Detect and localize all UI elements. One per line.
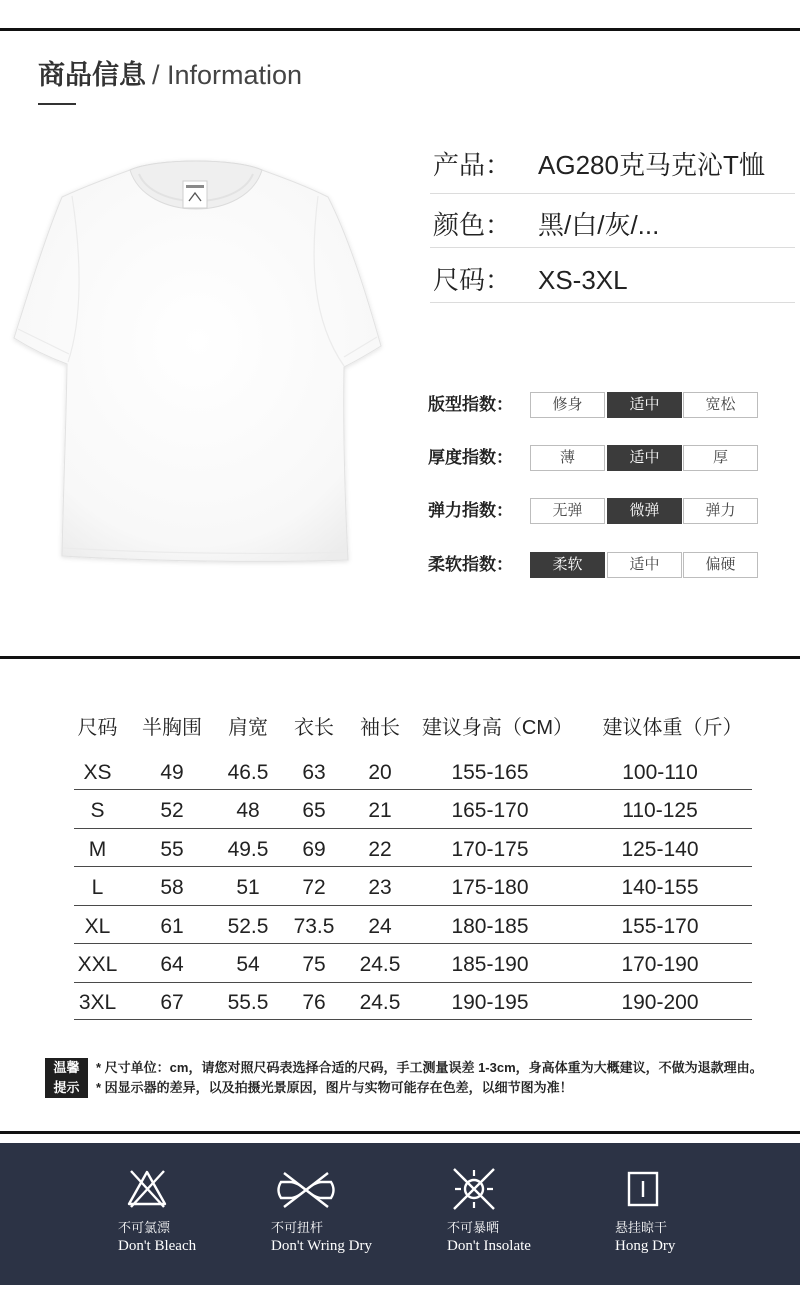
header-weight: 建议体重（斤） (602, 717, 743, 739)
cell-chest: 52 (160, 799, 184, 822)
row-divider (74, 1019, 752, 1020)
table-row (0, 835, 800, 865)
header-length: 衣长 (294, 717, 334, 739)
cell-sleeve: 22 (368, 838, 392, 861)
stretch-option-none: 无弹 (530, 498, 605, 524)
cell-shoulder: 54 (236, 953, 260, 976)
cell-height: 180-185 (451, 915, 529, 938)
softness-option-medium: 适中 (607, 552, 682, 578)
header-height: 建议身高（CM） (421, 717, 574, 739)
cell-weight: 190-200 (621, 991, 699, 1014)
row-divider (74, 943, 752, 944)
cell-sleeve: 24.5 (359, 953, 401, 976)
cell-height: 155-165 (451, 761, 529, 784)
row-divider (74, 982, 752, 983)
cell-weight: 110-125 (622, 799, 698, 822)
cell-size: L (91, 876, 104, 899)
row-divider (74, 866, 752, 867)
cell-shoulder: 46.5 (227, 761, 269, 784)
care-label-en: Hong Dry (615, 1238, 676, 1254)
tips-badge-line: 温馨 (53, 1060, 80, 1075)
table-row (0, 912, 800, 942)
cell-chest: 67 (160, 991, 184, 1014)
section-title-cn: 商品信息 (38, 60, 146, 90)
cell-sleeve: 21 (368, 799, 392, 822)
care-instructions-band (0, 1143, 800, 1285)
section-rule (0, 656, 800, 659)
care-label-en: Don't Bleach (118, 1238, 197, 1254)
cell-size: M (88, 838, 107, 861)
header-shoulder: 肩宽 (228, 717, 268, 739)
stretch-option-slight: 微弹 (607, 498, 682, 524)
cell-sleeve: 20 (368, 761, 392, 784)
cell-sleeve: 24 (368, 915, 392, 938)
table-row (0, 873, 800, 903)
section-title (38, 57, 302, 93)
cell-length: 73.5 (293, 915, 335, 938)
cell-sleeve: 23 (368, 876, 392, 899)
cell-sleeve: 24.5 (359, 991, 401, 1014)
product-row-divider (430, 302, 795, 303)
product-row-divider (430, 193, 795, 194)
header-half-chest: 半胸围 (142, 717, 202, 739)
care-label-cn: 不可暴晒 (447, 1220, 500, 1235)
fit-index-label: 版型指数： (428, 395, 513, 414)
title-underline (38, 103, 76, 105)
no-sun-icon (448, 1164, 500, 1214)
row-divider (74, 828, 752, 829)
care-label-en: Don't Insolate (447, 1238, 531, 1254)
tips-badge (45, 1058, 88, 1098)
care-label-cn: 不可氯漂 (118, 1220, 171, 1235)
cell-length: 75 (302, 953, 326, 976)
product-color-label: 颜色： (433, 210, 512, 240)
product-name-value: AG280克马克沁T恤 (538, 150, 765, 180)
cell-shoulder: 55.5 (227, 991, 269, 1014)
thickness-option-medium: 适中 (607, 445, 682, 471)
product-size-label: 尺码： (433, 265, 512, 295)
cell-size: XL (84, 915, 111, 938)
table-row (0, 988, 800, 1018)
tshirt-image (0, 140, 400, 580)
table-row (0, 796, 800, 826)
table-row (0, 950, 800, 980)
row-divider (74, 905, 752, 906)
tips-badge-line: 提示 (53, 1080, 80, 1095)
softness-option-soft: 柔软 (530, 552, 605, 578)
cell-size: XXL (77, 953, 118, 976)
cell-length: 69 (302, 838, 326, 861)
no-wring-icon (274, 1170, 338, 1210)
care-label-cn: 悬挂晾干 (615, 1220, 668, 1235)
header-sleeve: 袖长 (360, 717, 400, 739)
product-name-label: 产品： (433, 150, 512, 180)
cell-chest: 55 (160, 838, 184, 861)
fit-option-regular: 适中 (607, 392, 682, 418)
cell-shoulder: 49.5 (227, 838, 269, 861)
cell-weight: 125-140 (621, 838, 699, 861)
cell-chest: 58 (160, 876, 184, 899)
cell-length: 72 (302, 876, 326, 899)
tip-size-unit: * 尺寸单位：cm，请您对照尺码表选择合适的尺码，手工测量误差 1-3cm，身高体重为大概建议，不做为退款理由。 (96, 1060, 763, 1075)
tshirt-tag (183, 181, 207, 208)
fit-option-slim: 修身 (530, 392, 605, 418)
softness-index-label: 柔软指数： (428, 555, 513, 574)
tshirt-body (14, 161, 381, 561)
cell-shoulder: 48 (236, 799, 260, 822)
cell-chest: 61 (160, 915, 184, 938)
thickness-option-thin: 薄 (530, 445, 605, 471)
cell-chest: 49 (160, 761, 184, 784)
product-row-divider (430, 247, 795, 248)
care-label-en: Don't Wring Dry (271, 1238, 372, 1254)
row-divider (74, 789, 752, 790)
stretch-index-label: 弹力指数： (428, 501, 513, 520)
cell-weight: 140-155 (621, 876, 699, 899)
softness-option-firm: 偏硬 (683, 552, 758, 578)
cell-length: 65 (302, 799, 326, 822)
cell-length: 76 (302, 991, 326, 1014)
cell-weight: 170-190 (621, 953, 699, 976)
header-size: 尺码 (77, 717, 118, 739)
cell-height: 175-180 (451, 876, 529, 899)
care-label-cn: 不可扭杆 (271, 1220, 324, 1235)
hang-dry-icon (624, 1169, 662, 1209)
cell-height: 185-190 (451, 953, 529, 976)
cell-shoulder: 52.5 (227, 915, 269, 938)
cell-size: S (90, 799, 105, 822)
cell-size: 3XL (78, 991, 117, 1014)
table-row (0, 758, 800, 788)
fit-option-loose: 宽松 (683, 392, 758, 418)
product-size-value: XS-3XL (538, 265, 628, 295)
cell-chest: 64 (160, 953, 184, 976)
section-rule (0, 1131, 800, 1134)
no-bleach-icon (124, 1166, 170, 1210)
cell-shoulder: 51 (236, 876, 260, 899)
stretch-option-stretchy: 弹力 (683, 498, 758, 524)
cell-size: XS (83, 761, 112, 784)
cell-weight: 100-110 (622, 761, 698, 784)
cell-height: 190-195 (451, 991, 529, 1014)
thickness-index-label: 厚度指数： (428, 448, 513, 467)
cell-length: 63 (302, 761, 326, 784)
cell-height: 165-170 (451, 799, 529, 822)
tip-color-difference: * 因显示器的差异，以及拍摄光景原因，图片与实物可能存在色差，以细节图为准！ (96, 1080, 573, 1095)
cell-height: 170-175 (451, 838, 529, 861)
top-rule (0, 28, 800, 31)
thickness-option-thick: 厚 (683, 445, 758, 471)
product-color-value: 黑/白/灰/... (538, 210, 660, 240)
section-title-en: / Information (152, 60, 303, 90)
cell-weight: 155-170 (621, 915, 699, 938)
size-table-header (0, 713, 800, 743)
